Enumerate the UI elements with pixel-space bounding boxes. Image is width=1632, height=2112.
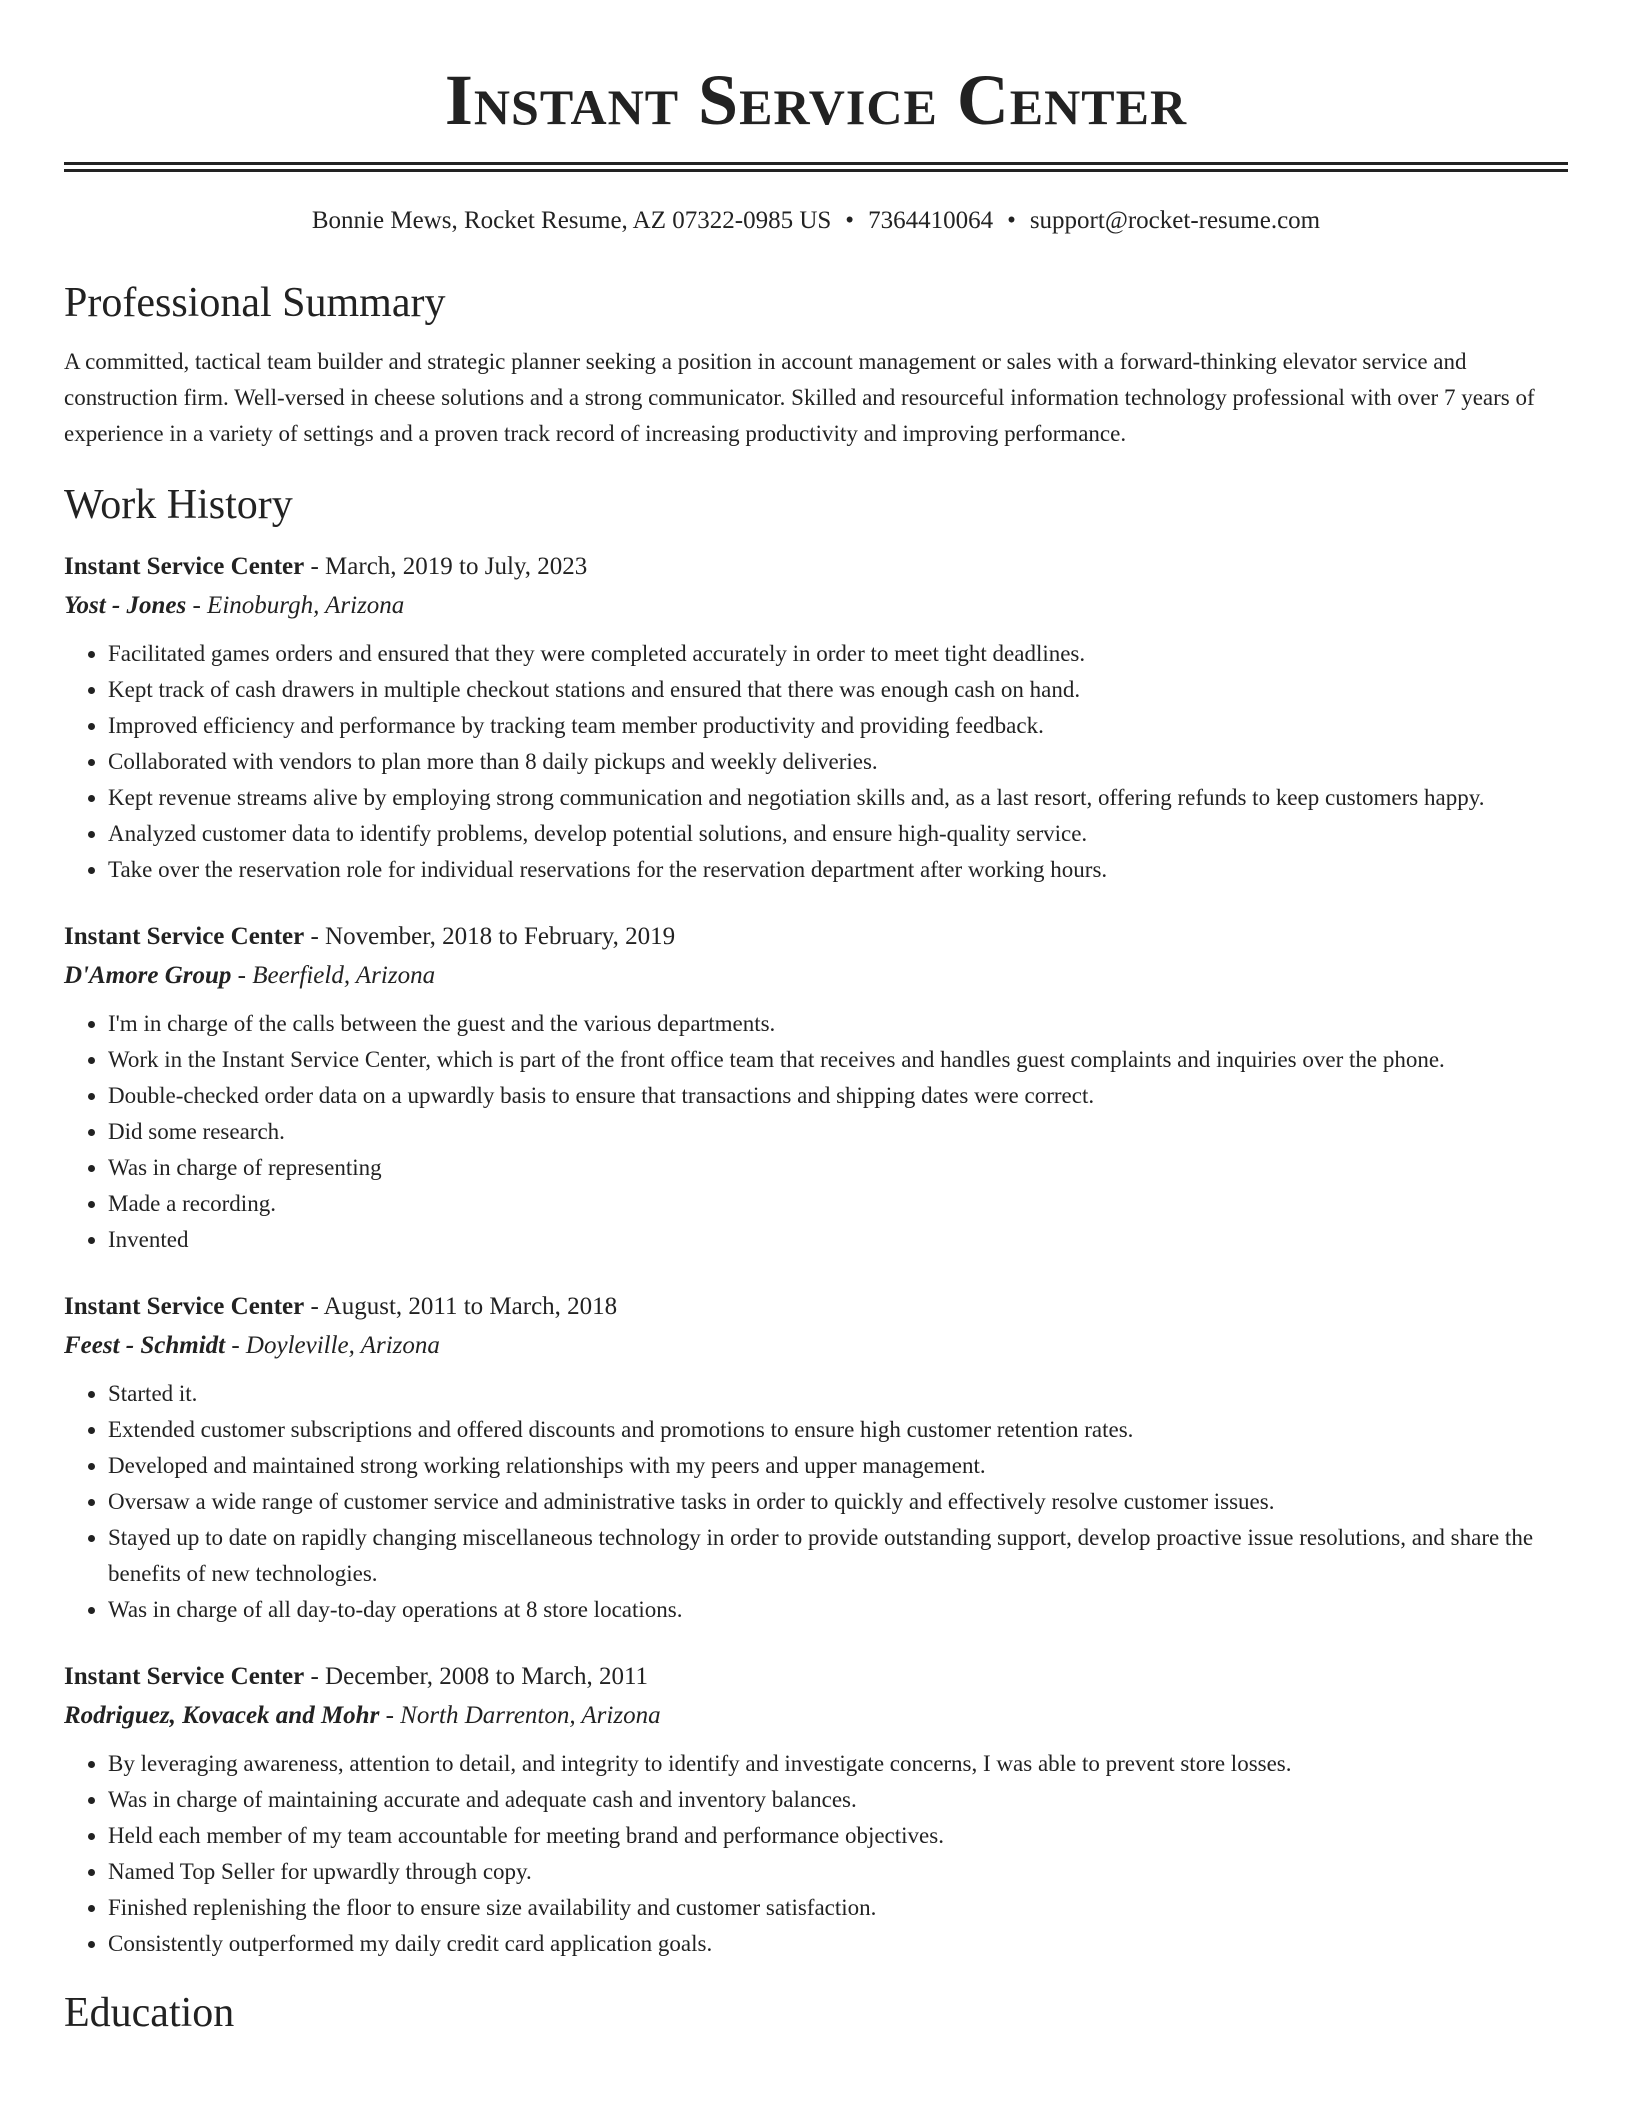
job-bullet: • Was in charge of representing [108,1150,1568,1186]
job-title-line [64,1288,1568,1326]
job-bullet: • Kept track of cash drawers in multiple checkout stations and ensured that there was enough cash on hand. [108,672,1568,708]
job-location: - Beerfield, Arizona [231,962,436,989]
job-employer-line [64,1326,1568,1366]
job-location: - North Darrenton, Arizona [379,1702,661,1729]
job-bullet-list [64,1376,1568,1628]
work-history-heading: Work History [64,482,293,528]
job-title: Instant Service Center [64,553,305,580]
job-title-line [64,548,1568,586]
job-bullet: • Work in the Instant Service Center, which is part of the front office team that receives and handles guest complaints and inquiries over the phone. [108,1042,1568,1078]
job-title-line [64,918,1568,956]
job-employer: D'Amore Group [64,962,232,989]
job-dates: - March, 2019 to July, 2023 [304,553,588,580]
job-bullet: • Take over the reservation role for individual reservations for the reservation department after working hours. [108,852,1568,888]
job-bullet: • Named Top Seller for upwardly through copy. [108,1854,1568,1890]
job-bullet-list [64,1006,1568,1258]
job-location: - Doyleville, Arizona [225,1332,440,1359]
job-bullet: • Oversaw a wide range of customer service and administrative tasks in order to quickly and effectively resolve customer issues. [108,1484,1568,1520]
job-bullet: • Collaborated with vendors to plan more than 8 daily pickups and weekly deliveries. [108,744,1568,780]
job-dates: - August, 2011 to March, 2018 [304,1293,618,1320]
job-bullet: • Extended customer subscriptions and offered discounts and promotions to ensure high customer retention rates. [108,1412,1568,1448]
job-bullet: • Stayed up to date on rapidly changing miscellaneous technology in order to provide outstanding support, develop proactive issue resolutions, and share the benefits of new technologies. [108,1520,1568,1592]
job-employer: Feest - Schmidt [64,1332,226,1359]
job-bullet: • Facilitated games orders and ensured that they were completed accurately in order to meet tight deadlines. [108,636,1568,672]
job-bullet-list [64,1746,1568,1962]
job-bullet: • Did some research. [108,1114,1568,1150]
job-entry [64,548,1568,888]
candidate-name: Instant Service Center [444,60,1188,140]
job-dates: - December, 2008 to March, 2011 [304,1663,649,1690]
job-title: Instant Service Center [64,1293,305,1320]
job-employer: Rodriguez, Kovacek and Mohr [64,1702,380,1729]
job-bullet: • Started it. [108,1376,1568,1412]
summary-heading: Professional Summary [64,280,446,326]
job-entry [64,1658,1568,1962]
contact-phone: 7364410064 [868,207,994,234]
job-bullet: • I'm in charge of the calls between the guest and the various departments. [108,1006,1568,1042]
job-bullet: • Was in charge of maintaining accurate and adequate cash and inventory balances. [108,1782,1568,1818]
job-bullet: • Held each member of my team accountable for meeting brand and performance objectives. [108,1818,1568,1854]
education-heading: Education [64,1990,235,2036]
job-bullet: • Kept revenue streams alive by employing strong communication and negotiation skills and, as a last resort, offering refunds to keep customers happy. [108,780,1568,816]
contact-separator: • [1007,207,1016,234]
contact-separator: • [845,207,855,234]
job-title-line [64,1658,1568,1696]
job-location: - Einoburgh, Arizona [186,592,405,619]
job-bullet-list [64,636,1568,888]
job-title: Instant Service Center [64,1663,305,1690]
job-title: Instant Service Center [64,923,305,950]
job-bullet: • Invented [108,1222,1568,1258]
job-dates: - November, 2018 to February, 2019 [304,923,676,950]
job-bullet: • Improved efficiency and performance by tracking team member productivity and providing feedback. [108,708,1568,744]
work-history-list [64,548,1568,1962]
job-employer-line [64,586,1568,626]
job-employer-line [64,956,1568,996]
job-employer: Yost - Jones [64,592,187,619]
job-employer-line [64,1696,1568,1736]
contact-address: Bonnie Mews, Rocket Resume, AZ 07322-0985 US [311,207,832,234]
job-bullet: • Consistently outperformed my daily credit card application goals. [108,1926,1568,1962]
job-bullet: • Developed and maintained strong working relationships with my peers and upper management. [108,1448,1568,1484]
job-bullet: • Finished replenishing the floor to ensure size availability and customer satisfaction. [108,1890,1568,1926]
job-bullet: • Double-checked order data on a upwardly basis to ensure that transactions and shipping dates were correct. [108,1078,1568,1114]
job-bullet: • By leveraging awareness, attention to detail, and integrity to identify and investigate concerns, I was able to prevent store losses. [108,1746,1568,1782]
job-bullet: • Was in charge of all day-to-day operations at 8 store locations. [108,1592,1568,1628]
job-entry [64,918,1568,1258]
header-divider [64,162,1568,172]
contact-email: support@rocket-resume.com [1029,207,1321,234]
contact-line [64,204,1568,238]
job-bullet: • Analyzed customer data to identify problems, develop potential solutions, and ensure high-quality service. [108,816,1568,852]
job-entry [64,1288,1568,1628]
summary-text: A committed, tactical team builder and strategic planner seeking a position in account management or sales with a forward-thinking elevator service and construction firm. Well-versed in cheese solutions and a strong communicator. Skilled and resourceful information technology professional with over 7 years of experience in a variety of settings and a proven track record of increasing productivity and improving performance. [64,349,1535,446]
job-bullet: • Made a recording. [108,1186,1568,1222]
